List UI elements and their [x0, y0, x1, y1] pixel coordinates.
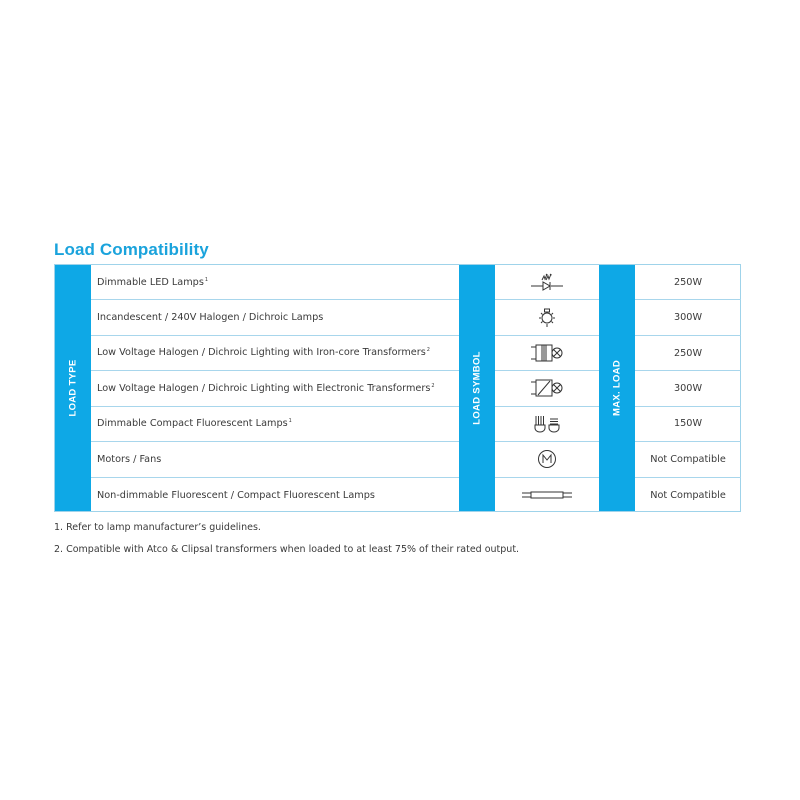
load-type-cell: Motors / Fans — [97, 453, 162, 465]
table-row — [495, 478, 599, 513]
load-type-header — [55, 265, 91, 511]
table-row — [495, 407, 599, 442]
table-row — [495, 442, 599, 477]
electronic-transformer-lamp-icon — [530, 378, 564, 398]
table-row — [635, 371, 741, 406]
table-row — [635, 478, 741, 513]
iron-core-transformer-lamp-icon — [530, 343, 564, 363]
table-row — [91, 300, 459, 335]
table-row — [635, 300, 741, 335]
max-load-cell: 300W — [673, 382, 703, 394]
table-row — [635, 407, 741, 442]
table-row — [91, 265, 459, 300]
load-type-cell: Non-dimmable Fluorescent / Compact Fluorescent Lamps — [97, 489, 375, 501]
table-row — [495, 265, 599, 300]
section-title: Load Compatibility — [54, 240, 209, 259]
max-load-column — [635, 265, 741, 511]
max-load-cell: 250W — [673, 276, 703, 288]
table-row — [495, 371, 599, 406]
load-type-cell: Low Voltage Halogen / Dichroic Lighting with Electronic Transformers$^2$ — [97, 382, 435, 395]
table-row — [91, 371, 459, 406]
load-symbol-header-label: LOAD SYMBOL — [471, 351, 483, 425]
load-type-column — [91, 265, 459, 511]
max-load-header-label: MAX. LOAD — [611, 359, 623, 417]
max-load-header — [599, 265, 635, 511]
load-compatibility-table — [54, 264, 741, 512]
table-row — [635, 336, 741, 371]
led-dimmable-icon — [530, 272, 564, 292]
table-row — [91, 442, 459, 477]
footnotes — [54, 517, 519, 561]
max-load-cell: 300W — [673, 312, 703, 324]
incandescent-lamp-icon — [536, 307, 558, 329]
table-row — [91, 478, 459, 513]
max-load-cell: 250W — [673, 347, 703, 359]
fluorescent-tube-icon — [521, 489, 573, 501]
table-row — [635, 442, 741, 477]
load-type-cell: Dimmable LED Lamps$^1$ — [97, 276, 209, 288]
load-type-cell: Incandescent / 240V Halogen / Dichroic Lamps — [97, 312, 324, 324]
footnote-1: 1. Refer to lamp manufacturer’s guidelines. — [54, 522, 261, 533]
table-row — [495, 336, 599, 371]
footnote-2: 2. Compatible with Atco & Clipsal transformers when loaded to at least 75% of their rated output. — [54, 544, 520, 555]
load-symbol-header — [459, 265, 495, 511]
load-symbol-column — [495, 265, 599, 511]
table-row — [91, 336, 459, 371]
table-row — [495, 300, 599, 335]
max-load-cell: Not Compatible — [650, 489, 726, 501]
load-type-cell: Low Voltage Halogen / Dichroic Lighting with Iron-core Transformers$^2$ — [97, 347, 430, 359]
table-row — [91, 407, 459, 442]
max-load-cell: 150W — [673, 418, 703, 430]
load-type-cell: Dimmable Compact Fluorescent Lamps$^1$ — [97, 418, 292, 430]
table-row — [635, 265, 741, 300]
load-type-header-label: LOAD TYPE — [67, 359, 79, 417]
compact-fluorescent-icon — [533, 414, 561, 434]
motor-icon — [536, 448, 558, 470]
max-load-cell: Not Compatible — [650, 453, 726, 465]
